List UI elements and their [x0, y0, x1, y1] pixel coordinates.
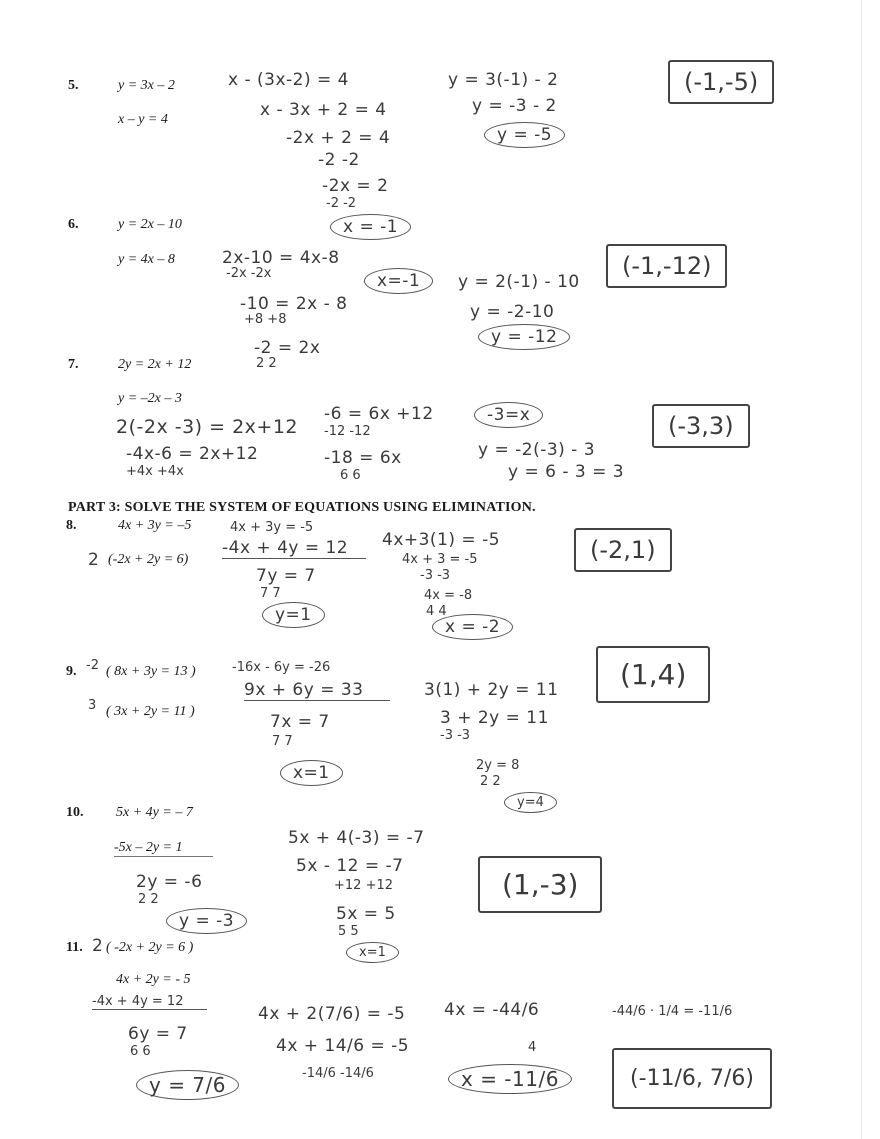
p9-work-line: 9x + 6y = 33: [244, 680, 390, 701]
problem-7-number: 7.: [68, 357, 79, 372]
p9-work-line: 3 + 2y = 11: [440, 708, 549, 728]
p9-work-line: 7 7: [272, 734, 293, 749]
p6-x-result: x=-1: [364, 268, 433, 294]
p5-x-result: x = -1: [330, 214, 411, 240]
p6-work-line: y = -2-10: [470, 302, 555, 322]
p6-y-result: y = -12: [478, 324, 570, 350]
p11-answer-box: (-11/6, 7/6): [612, 1048, 772, 1109]
p8-x-result: x = -2: [432, 614, 513, 640]
p9-work-line: -16x - 6y = -26: [232, 660, 331, 675]
p6-work-line: -10 = 2x - 8: [240, 294, 348, 314]
p7-work-line: y = 6 - 3 = 3: [508, 462, 625, 482]
problem-8-number: 8.: [66, 518, 77, 533]
p10-y-result: y = -3: [166, 908, 247, 934]
p11-work-line: 4x + 14/6 = -5: [276, 1036, 410, 1056]
p11-work-line: 4: [528, 1040, 537, 1055]
p9-multiplier-2: 3: [88, 698, 97, 713]
problem-10-number: 10.: [66, 805, 84, 820]
p5-work-line: -2x = 2: [322, 176, 389, 196]
p10-x-result: x=1: [346, 942, 399, 963]
p8-work-line: 4 4: [426, 604, 447, 619]
p10-work-line: 2 2: [138, 892, 159, 907]
p7-work-line: 6 6: [340, 468, 361, 483]
p5-work-line: x - (3x-2) = 4: [228, 70, 349, 90]
p8-answer-box: (-2,1): [574, 528, 672, 572]
problem-6-equation-1: y = 2x – 10: [118, 217, 182, 232]
p9-answer-box: (1,4): [596, 646, 710, 703]
p10-work-line: 5 5: [338, 924, 359, 939]
p5-answer-box: (-1,-5): [668, 60, 774, 104]
p9-work-line: 2y = 8: [476, 758, 520, 773]
problem-10-equation-1: 5x + 4y = – 7: [116, 805, 193, 820]
p9-work-line: 7x = 7: [270, 712, 330, 732]
p7-work-line: +4x +4x: [126, 464, 184, 479]
p6-work-line: y = 2(-1) - 10: [458, 272, 580, 292]
p8-work-line: 7 7: [260, 586, 281, 601]
p8-work-line: -3 -3: [420, 568, 451, 583]
p8-multiplier: 2: [88, 550, 100, 570]
problem-11-equation-1: ( -2x + 2y = 6 ): [106, 940, 194, 955]
p9-work-line: 3(1) + 2y = 11: [424, 680, 559, 700]
problem-11-number: 11.: [66, 940, 83, 955]
p6-work-line: 2 2: [256, 356, 277, 371]
problem-8-equation-2: (-2x + 2y = 6): [108, 552, 189, 567]
p8-work-line: 7y = 7: [256, 566, 316, 586]
part-3-heading: PART 3: SOLVE THE SYSTEM OF EQUATIONS USING ELIMINATION.: [68, 500, 536, 515]
p11-work-line: -4x + 4y = 12: [92, 994, 207, 1010]
p7-work-line: -4x-6 = 2x+12: [126, 444, 259, 464]
p11-work-line: 6 6: [130, 1044, 151, 1059]
p7-work-line: -12 -12: [324, 424, 371, 439]
p7-work-line: 2(-2x -3) = 2x+12: [116, 416, 299, 438]
p6-work-line: +8 +8: [244, 312, 287, 327]
p8-work-line: 4x + 3 = -5: [402, 552, 478, 567]
p7-work-line: -18 = 6x: [324, 448, 402, 468]
p6-work-line: 2x-10 = 4x-8: [222, 248, 340, 268]
p8-work-line: 4x = -8: [424, 588, 473, 603]
p6-work-line: -2x -2x: [226, 266, 272, 281]
p10-work-line: +12 +12: [334, 878, 394, 893]
problem-8-equation-1: 4x + 3y = –5: [118, 518, 192, 533]
problem-9-equation-1: ( 8x + 3y = 13 ): [106, 664, 196, 679]
p11-multiplier: 2: [92, 936, 104, 956]
problem-7-equation-1: 2y = 2x + 12: [118, 357, 192, 372]
p9-work-line: -3 -3: [440, 728, 471, 743]
problem-9-equation-2: ( 3x + 2y = 11 ): [106, 704, 195, 719]
problem-7-equation-2: y = –2x – 3: [118, 391, 182, 406]
p11-y-result: y = 7/6: [136, 1070, 239, 1100]
p10-work-line: 5x = 5: [336, 904, 396, 924]
p5-work-line: -2 -2: [326, 196, 357, 211]
problem-6-equation-2: y = 4x – 8: [118, 252, 175, 267]
p9-multiplier-1: -2: [86, 658, 99, 673]
page-edge: [861, 0, 862, 1139]
p10-work-line: 5x - 12 = -7: [296, 856, 404, 876]
p5-work-line: y = -3 - 2: [472, 96, 557, 116]
p9-x-result: x=1: [280, 760, 343, 786]
p7-work-line: -6 = 6x +12: [324, 404, 434, 424]
p9-work-line: 2 2: [480, 774, 501, 789]
p6-answer-box: (-1,-12): [606, 244, 727, 288]
p7-x-result: -3=x: [474, 402, 543, 428]
p9-y-result: y=4: [504, 792, 557, 813]
p5-y-result: y = -5: [484, 122, 565, 148]
problem-10-equation-2: -5x – 2y = 1: [114, 840, 213, 857]
problem-11-equation-2: 4x + 2y = - 5: [116, 972, 191, 987]
p10-work-line: 2y = -6: [136, 872, 203, 892]
p8-work-line: 4x + 3y = -5: [230, 520, 314, 535]
p6-work-line: -2 = 2x: [254, 338, 321, 358]
p11-x-result: x = -11/6: [448, 1064, 572, 1094]
p5-work-line: y = 3(-1) - 2: [448, 70, 559, 90]
problem-5-number: 5.: [68, 78, 79, 93]
p7-answer-box: (-3,3): [652, 404, 750, 448]
p11-work-line: -44/6 · 1/4 = -11/6: [612, 1004, 733, 1019]
p8-y-result: y=1: [262, 602, 325, 628]
p11-work-line: 6y = 7: [128, 1024, 188, 1044]
problem-5-equation-1: y = 3x – 2: [118, 78, 175, 93]
problem-9-number: 9.: [66, 664, 77, 679]
problem-5-equation-2: x – y = 4: [118, 112, 168, 127]
p8-work-line: 4x+3(1) = -5: [382, 530, 501, 550]
p10-answer-box: (1,-3): [478, 856, 602, 913]
problem-6-number: 6.: [68, 217, 79, 232]
p11-work-line: 4x + 2(7/6) = -5: [258, 1004, 406, 1024]
p5-work-line: -2 -2: [318, 150, 360, 170]
p11-work-line: 4x = -44/6: [444, 1000, 540, 1020]
p5-work-line: x - 3x + 2 = 4: [260, 100, 387, 120]
p7-work-line: y = -2(-3) - 3: [478, 440, 596, 460]
p8-work-line: -4x + 4y = 12: [222, 538, 366, 559]
p11-work-line: -14/6 -14/6: [302, 1066, 374, 1081]
p10-work-line: 5x + 4(-3) = -7: [288, 828, 425, 848]
p5-work-line: -2x + 2 = 4: [286, 128, 391, 148]
